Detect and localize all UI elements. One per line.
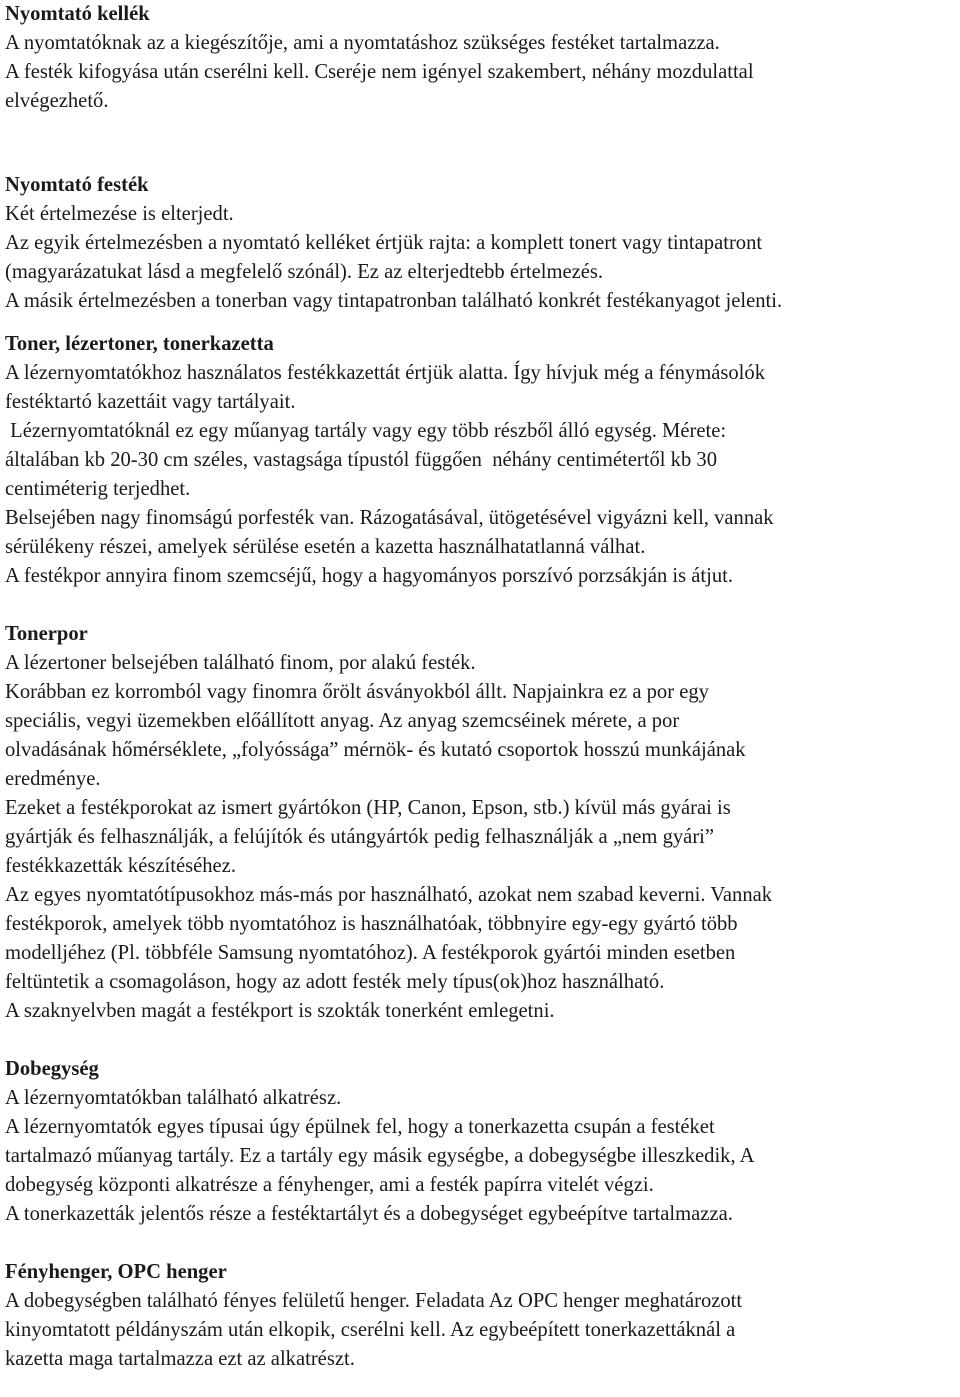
text-line: speciális, vegyi üzemekben előállított anyag. Az anyag szemcséinek mérete, a por <box>5 710 680 732</box>
text-line: Belsejében nagy finomságú porfesték van. Rázogatásával, ütögetésével vigyázni kell, vannak <box>5 507 774 529</box>
text-line: A nyomtatóknak az a kiegészítője, ami a nyomtatáshoz szükséges festéket tartalmazza. <box>5 32 720 54</box>
text-line: kinyomtatott példányszám után elkopik, cserélni kell. Az egybeépített tonerkazettáknál a <box>5 1319 736 1341</box>
text-line: Korábban ez korromból vagy finomra őrölt ásványokból állt. Napjainkra ez a por egy <box>5 681 709 703</box>
section-title: Fényhenger, OPC henger <box>5 1261 227 1283</box>
text-line: (magyarázatukat lásd a megfelelő szónál). Ez az elterjedtebb értelmezés. <box>5 261 604 283</box>
text-line: olvadásának hőmérséklete, „folyóssága” mérnök- és kutató csoportok hosszú munkájának <box>5 739 746 761</box>
text-line: centiméterig terjedhet. <box>5 478 191 500</box>
text-line: Az egyes nyomtatótípusokhoz más-más por használható, azokat nem szabad keverni. Vannak <box>5 884 773 906</box>
section-nyomtato-festek <box>5 171 955 316</box>
section-tonerpor <box>5 620 955 1026</box>
text-line: A lézernyomtatókban található alkatrész. <box>5 1087 342 1109</box>
document-page <box>5 0 955 1374</box>
text-line: A festékpor annyira finom szemcséjű, hogy a hagyományos porszívó porzsákján is átjut. <box>5 565 734 587</box>
text-line: festékporok, amelyek több nyomtatóhoz is használhatóak, többnyire egy-egy gyártó több <box>5 913 738 935</box>
text-line: általában kb 20-30 cm széles, vastagsága típustól függően néhány centimétertől kb 30 <box>5 449 717 471</box>
text-line: A lézertoner belsejében található finom, por alakú festék. <box>5 652 476 674</box>
section-fenyhenger <box>5 1258 955 1374</box>
text-line: sérülékeny részei, amelyek sérülése esetén a kazetta használhatatlanná válhat. <box>5 536 646 558</box>
text-line: A szaknyelvben magát a festékport is szokták tonerként emlegetni. <box>5 1000 555 1022</box>
section-title: Tonerpor <box>5 623 88 645</box>
text-line: modelljéhez (Pl. többféle Samsung nyomtatóhoz). A festékporok gyártói minden esetben <box>5 942 736 964</box>
text-line: gyártják és felhasználják, a felújítók és utángyártók pedig felhasználják a „nem gyári” <box>5 826 715 848</box>
section-dobegyseg <box>5 1055 955 1229</box>
text-line: Ezeket a festékporokat az ismert gyártókon (HP, Canon, Epson, stb.) kívül más gyárai is <box>5 797 731 819</box>
text-line: A tonerkazetták jelentős része a festéktartályt és a dobegységet egybeépítve tartalmazza. <box>5 1203 733 1225</box>
text-line: A lézernyomtatók egyes típusai úgy épülnek fel, hogy a tonerkazetta csupán a festéket <box>5 1116 715 1138</box>
text-line: festéktartó kazettáit vagy tartályait. <box>5 391 296 413</box>
section-nyomtato-kellek <box>5 0 955 116</box>
text-line: A lézernyomtatókhoz használatos festékkazettát értjük alatta. Így hívjuk még a fénymásolók <box>5 362 765 384</box>
text-line: A másik értelmezésben a tonerban vagy tintapatronban található konkrét festékanyagot jelenti. <box>5 290 783 312</box>
text-line: feltüntetik a csomagoláson, hogy az adott festék mely típus(ok)hoz használható. <box>5 971 665 993</box>
text-line: eredménye. <box>5 768 101 790</box>
text-line: Két értelmezése is elterjedt. <box>5 203 234 225</box>
section-title: Toner, lézertoner, tonerkazetta <box>5 333 274 355</box>
text-line: Az egyik értelmezésben a nyomtató kelléket értjük rajta: a komplett tonert vagy tintapatront <box>5 232 763 254</box>
section-title: Nyomtató kellék <box>5 3 150 25</box>
section-title: Dobegység <box>5 1058 99 1080</box>
text-line: A festék kifogyása után cserélni kell. Cseréje nem igényel szakembert, néhány mozdulattal <box>5 61 754 83</box>
text-line: tartalmazó műanyag tartály. Ez a tartály egy másik egységbe, a dobegységbe illeszkedik, A <box>5 1145 755 1167</box>
text-line: Lézernyomtatóknál ez egy műanyag tartály vagy egy több részből álló egység. Mérete: <box>5 420 727 442</box>
text-line: kazetta maga tartalmazza ezt az alkatrészt. <box>5 1348 355 1370</box>
text-line: A dobegységben található fényes felületű henger. Feladata Az OPC henger meghatározott <box>5 1290 743 1312</box>
text-line: festékkazetták készítéséhez. <box>5 855 236 877</box>
text-line: dobegység központi alkatrésze a fényhenger, ami a festék papírra vitelét végzi. <box>5 1174 654 1196</box>
section-title: Nyomtató festék <box>5 174 149 196</box>
text-line: elvégezhető. <box>5 90 109 112</box>
section-toner <box>5 330 955 591</box>
